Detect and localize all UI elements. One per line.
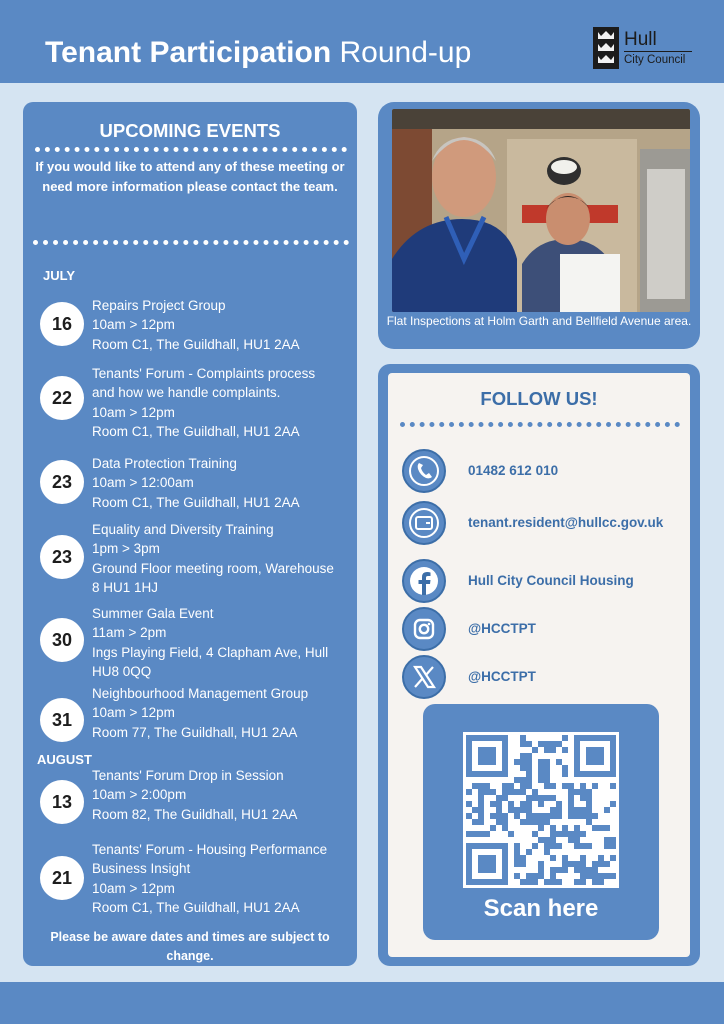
event-details xyxy=(92,840,360,917)
event-detail-line: 8 HU1 1HJ xyxy=(92,579,159,595)
footer-bar xyxy=(0,982,724,1024)
x-icon xyxy=(402,655,446,699)
title-bold: Tenant Participation xyxy=(45,36,332,69)
event-title: Neighbourhood Management Group xyxy=(92,686,309,701)
contact-phone[interactable] xyxy=(402,449,690,495)
event-title: Summer Gala Event xyxy=(92,606,214,621)
event-title: Tenants' Forum - Complaints process xyxy=(92,366,316,381)
event-date-badge: 21 xyxy=(40,856,84,900)
upcoming-events-panel xyxy=(23,102,357,966)
logo-subtitle: City Council xyxy=(624,54,686,66)
event-detail-line: 10am > 12:00am xyxy=(92,475,194,491)
month-label-july: JULY xyxy=(43,268,76,283)
contact-phone-text: 01482 612 010 xyxy=(468,463,559,478)
hull-city-council-logo xyxy=(593,27,698,71)
event-title: Tenants' Forum - Housing Performance xyxy=(92,842,328,857)
event-detail-line: Room C1, The Guildhall, HU1 2AA xyxy=(92,336,300,352)
follow-heading: FOLLOW US! xyxy=(480,388,598,409)
event-details xyxy=(92,520,360,597)
title-rest: Round-up xyxy=(339,36,472,69)
event-details xyxy=(92,296,360,354)
photo-card xyxy=(378,102,700,349)
follow-us-panel xyxy=(378,364,700,966)
event-title: Tenants' Forum Drop in Session xyxy=(92,768,284,783)
contact-instagram-text: @HCCTPT xyxy=(468,621,536,636)
event-detail-line: 10am > 12pm xyxy=(92,880,175,896)
inspection-photo xyxy=(392,109,690,312)
event-date-badge: 31 xyxy=(40,698,84,742)
contact-email-text: tenant.resident@hullcc.gov.uk xyxy=(468,515,664,530)
events-disclaimer: Please be aware dates and times are subject to change. xyxy=(50,930,330,963)
event-detail-line: Ings Playing Field, 4 Clapham Ave, Hull xyxy=(92,644,329,660)
event-date-badge: 23 xyxy=(40,535,84,579)
event-date-badge: 22 xyxy=(40,376,84,420)
page-title xyxy=(45,36,471,70)
event-detail-line: 10am > 12pm xyxy=(92,317,175,333)
facebook-icon xyxy=(402,559,446,603)
event-detail-line: 11am > 2pm xyxy=(92,625,167,641)
photo-caption: Flat Inspections at Holm Garth and Bellfield Avenue area. xyxy=(386,314,692,328)
event-details xyxy=(92,364,360,441)
event-detail-line: Room C1, The Guildhall, HU1 2AA xyxy=(92,423,300,439)
follow-us-inner xyxy=(388,373,690,957)
contact-facebook-text: Hull City Council Housing xyxy=(468,573,634,588)
phone-icon xyxy=(402,449,446,493)
logo-name: Hull xyxy=(624,29,657,50)
event-detail-line: 10am > 2:00pm xyxy=(92,787,187,803)
event-detail-line: 1pm > 3pm xyxy=(92,541,160,557)
event-detail-line: 10am > 12pm xyxy=(92,705,175,721)
event-details xyxy=(92,604,360,681)
month-label-august: AUGUST xyxy=(37,752,92,767)
event-details xyxy=(92,454,360,512)
event-date-badge: 13 xyxy=(40,780,84,824)
event-title: Equality and Diversity Training xyxy=(92,522,274,537)
event-detail-line: Ground Floor meeting room, Warehouse xyxy=(92,560,334,576)
event-detail-line: Business Insight xyxy=(92,861,191,877)
event-date-badge: 30 xyxy=(40,618,84,662)
dotted-divider xyxy=(35,147,347,152)
dotted-divider xyxy=(400,422,680,427)
event-detail-line: HU8 0QQ xyxy=(92,663,152,679)
event-detail-line: Room 82, The Guildhall, HU1 2AA xyxy=(92,806,298,822)
event-details xyxy=(92,684,360,742)
events-heading: UPCOMING EVENTS xyxy=(99,120,281,141)
contact-instagram[interactable] xyxy=(402,607,690,653)
header-bar xyxy=(0,0,724,83)
event-details xyxy=(92,766,360,824)
instagram-icon xyxy=(402,607,446,651)
contact-email[interactable] xyxy=(402,501,690,547)
email-icon xyxy=(402,501,446,545)
qr-code-box[interactable] xyxy=(423,704,659,940)
event-detail-line: Room 77, The Guildhall, HU1 2AA xyxy=(92,724,298,740)
event-detail-line: 10am > 12pm xyxy=(92,404,175,420)
logo-rule xyxy=(624,51,692,52)
event-detail-line: and how we handle complaints. xyxy=(92,385,281,401)
dotted-divider xyxy=(33,240,349,245)
events-intro: If you would like to attend any of these meeting or need more information please contact the team. xyxy=(35,159,345,194)
scan-here-label: Scan here xyxy=(483,895,599,922)
contact-facebook[interactable] xyxy=(402,559,690,605)
event-detail-line: Room C1, The Guildhall, HU1 2AA xyxy=(92,899,300,915)
event-title: Repairs Project Group xyxy=(92,298,226,313)
event-title: Data Protection Training xyxy=(92,456,237,471)
event-detail-line: Room C1, The Guildhall, HU1 2AA xyxy=(92,494,300,510)
contact-x[interactable] xyxy=(402,655,690,701)
crest-icon xyxy=(593,27,619,69)
contact-x-text: @HCCTPT xyxy=(468,669,536,684)
event-date-badge: 16 xyxy=(40,302,84,346)
event-date-badge: 23 xyxy=(40,460,84,504)
